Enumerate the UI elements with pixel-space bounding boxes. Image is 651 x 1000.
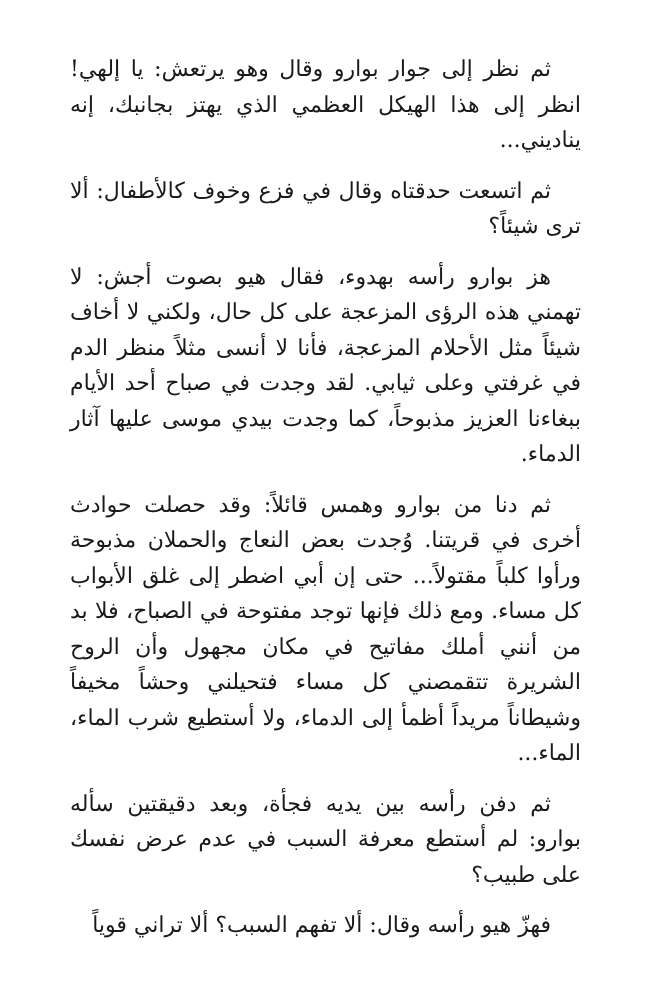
paragraph-6: فهزّ هيو رأسه وقال: ألا تفهم السبب؟ ألا تراني قوياً — [92, 913, 551, 938]
book-page-text — [70, 52, 581, 944]
paragraph-5: ثم دفن رأسه بين يديه فجأة، وبعد دقيقتين سأله بوارو: لم أستطع معرفة السبب في عدم عرض نفسك على طبيب؟ — [70, 791, 581, 888]
paragraph-2: ثم اتسعت حدقتاه وقال في فزع وخوف كالأطفال: ألا ترى شيئاً؟ — [70, 178, 581, 239]
paragraph-4: ثم دنا من بوارو وهمس قائلاً: وقد حصلت حوادث أخرى في قريتنا. وُجدت بعض النعاج والحملان مذبوحة ورأوا كلباً مقتولاً... حتى إن أبي اضطر إلى غلق الأبواب كل مساء. ومع ذلك فإنها توجد مفتوحة في الصباح، فلا بد من أنني أملك مفاتيح في مكان مجهول وأن الروح الشريرة تتقمصني كل مساء فتحيلني وحشاً مخيفاً وشيطاناً مريداً أظمأ إلى الدماء، ولا أستطيع شرب الماء، الماء... — [70, 492, 581, 766]
paragraph-1: ثم نظر إلى جوار بوارو وقال وهو يرتعش: يا إلهي! انظر إلى هذا الهيكل العظمي الذي يهتز بجانبك، إنه يناديني... — [70, 57, 581, 153]
paragraph-3: هز بوارو رأسه بهدوء، فقال هيو بصوت أجش: لا تهمني هذه الرؤى المزعجة على كل حال، ولكني لا أخاف شيئاً مثل الأحلام المزعجة، فأنا لا أنسى مثلاً منظر الدم في غرفتي وعلى ثيابي. لقد وجدت في صباح أحد الأيام ببغاءنا العزيز مذبوحاً، كما وجدت بيدي موسى عليها آثار الدماء. — [70, 264, 581, 467]
